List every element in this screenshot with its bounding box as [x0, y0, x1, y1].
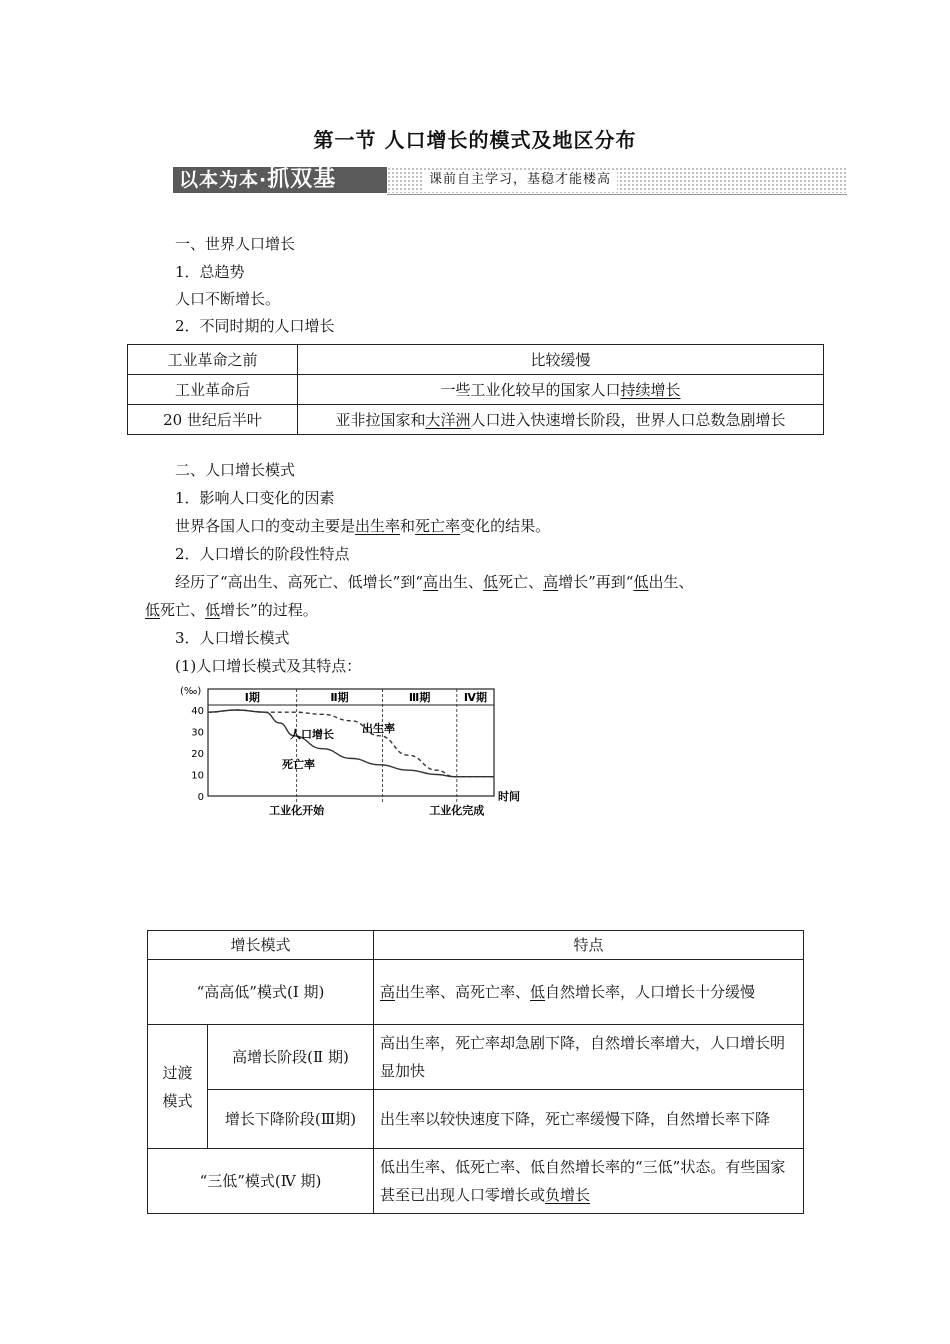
table-row [128, 405, 824, 435]
section-2-heading: 二、人口增长模式 [175, 461, 296, 479]
desc-text: 亚非拉国家和 [335, 411, 426, 429]
desc-underlined: 持续增长 [620, 381, 681, 399]
growth-annotation: 人口增长 [290, 728, 334, 741]
desc-cell [298, 405, 824, 435]
banner-subtitle: 课前自主学习，基稳才能楼高 [423, 170, 617, 190]
period-label: Ⅰ期 [244, 691, 260, 704]
y-tick-label: 30 [191, 727, 204, 739]
desc-cell [298, 375, 824, 405]
period-label: Ⅱ期 [330, 691, 349, 704]
table-row [148, 1149, 804, 1214]
chart-series [208, 710, 494, 777]
desc-text: 比较缓慢 [530, 351, 591, 369]
feature-cell: 低出生率、低死亡率、低自然增长率的“三低”状态。有些国家甚至已出现人口零增长或负增长 [374, 1149, 804, 1214]
s2-item-3: 3．人口增长模式 [175, 629, 290, 647]
chart-period-labels [245, 690, 487, 704]
s2-item-2-line-1: 经历了“高出生、高死亡、低增长”到“高出生、低死亡、高增长”再到“低出生、 [175, 573, 694, 591]
banner-label-a: 以本为本· [179, 169, 268, 191]
period-cell: 工业革命后 [128, 375, 298, 405]
s2-item-1: 1．影响人口变化的因素 [175, 489, 335, 507]
table-row [148, 960, 804, 1025]
mode-cell: “三低”模式(Ⅳ 期) [148, 1149, 374, 1214]
banner-pattern [387, 167, 847, 193]
y-tick-label: 10 [191, 770, 204, 782]
industrialization-start-label: 工业化开始 [269, 804, 325, 817]
desc-underlined: 大洋洲 [425, 411, 471, 429]
s1-item-1-text: 人口不断增长。 [175, 290, 281, 308]
feature-cell: 高出生率，死亡率却急剧下降，自然增长率增大，人口增长明显加快 [374, 1025, 804, 1090]
banner-rule [387, 194, 847, 195]
x-axis-label: 时间 [498, 790, 520, 803]
period-cell: 20 世纪后半叶 [128, 405, 298, 435]
mode-cell: 增长下降阶段(Ⅲ期) [208, 1090, 374, 1149]
population-growth-chart [172, 680, 532, 820]
feature-cell: 高出生率、高死亡率、低自然增长率，人口增长十分缓慢 [374, 960, 804, 1025]
s2-item-2-line-2: 低死亡、低增长”的过程。 [145, 601, 318, 619]
chart-frame [208, 689, 494, 804]
banner-label-b: 抓双基 [267, 167, 337, 192]
section-1-heading: 一、世界人口增长 [175, 235, 296, 253]
y-tick-label: 20 [191, 749, 204, 760]
desc-cell [298, 345, 824, 375]
header-mode: 增长模式 [148, 931, 374, 960]
birth-rate-annotation: 出生率 [362, 722, 395, 735]
desc-text-end: 人口进入快速增长阶段，世界人口总数急剧增长 [470, 411, 786, 429]
period-cell: 工业革命之前 [128, 345, 298, 375]
y-axis-label: (‰) [180, 686, 202, 697]
period-label: Ⅲ期 [408, 691, 431, 704]
s1-item-2: 2．不同时期的人口增长 [175, 317, 335, 335]
s2-item-1-text: 世界各国人口的变动主要是出生率和死亡率变化的结果。 [175, 517, 551, 535]
y-tick-label: 40 [191, 706, 204, 717]
banner-label [173, 167, 387, 193]
table-row [148, 1025, 804, 1090]
death-rate-line [208, 710, 494, 777]
section-banner [173, 167, 847, 193]
industrialization-end-label: 工业化完成 [429, 804, 485, 817]
table-row [128, 375, 824, 405]
feature-cell: 出生率以较快速度下降，死亡率缓慢下降，自然增长率下降 [374, 1090, 804, 1149]
period-growth-table [127, 344, 824, 435]
y-tick-label: 0 [197, 792, 204, 803]
mode-cell: 高增长阶段(Ⅱ 期) [208, 1025, 374, 1090]
desc-text: 一些工业化较早的国家人口 [440, 381, 621, 399]
period-label: Ⅳ期 [463, 691, 487, 704]
growth-mode-table [147, 930, 804, 1214]
table-row [148, 1090, 804, 1149]
chart-annotations [269, 721, 484, 817]
birth-rate-line [208, 710, 494, 777]
transition-mode-cell: 过渡模式 [148, 1025, 208, 1149]
s1-item-1: 1．总趋势 [175, 263, 245, 281]
page-title: 第一节 人口增长的模式及地区分布 [313, 128, 637, 152]
header-feature: 特点 [374, 931, 804, 960]
s2-item-3-sub: (1)人口增长模式及其特点： [175, 657, 362, 675]
s2-item-2: 2．人口增长的阶段性特点 [175, 545, 350, 563]
mode-cell: “高高低”模式(Ⅰ 期) [148, 960, 374, 1025]
death-rate-annotation: 死亡率 [282, 758, 315, 771]
table-row [128, 345, 824, 375]
table-header-row [148, 931, 804, 960]
